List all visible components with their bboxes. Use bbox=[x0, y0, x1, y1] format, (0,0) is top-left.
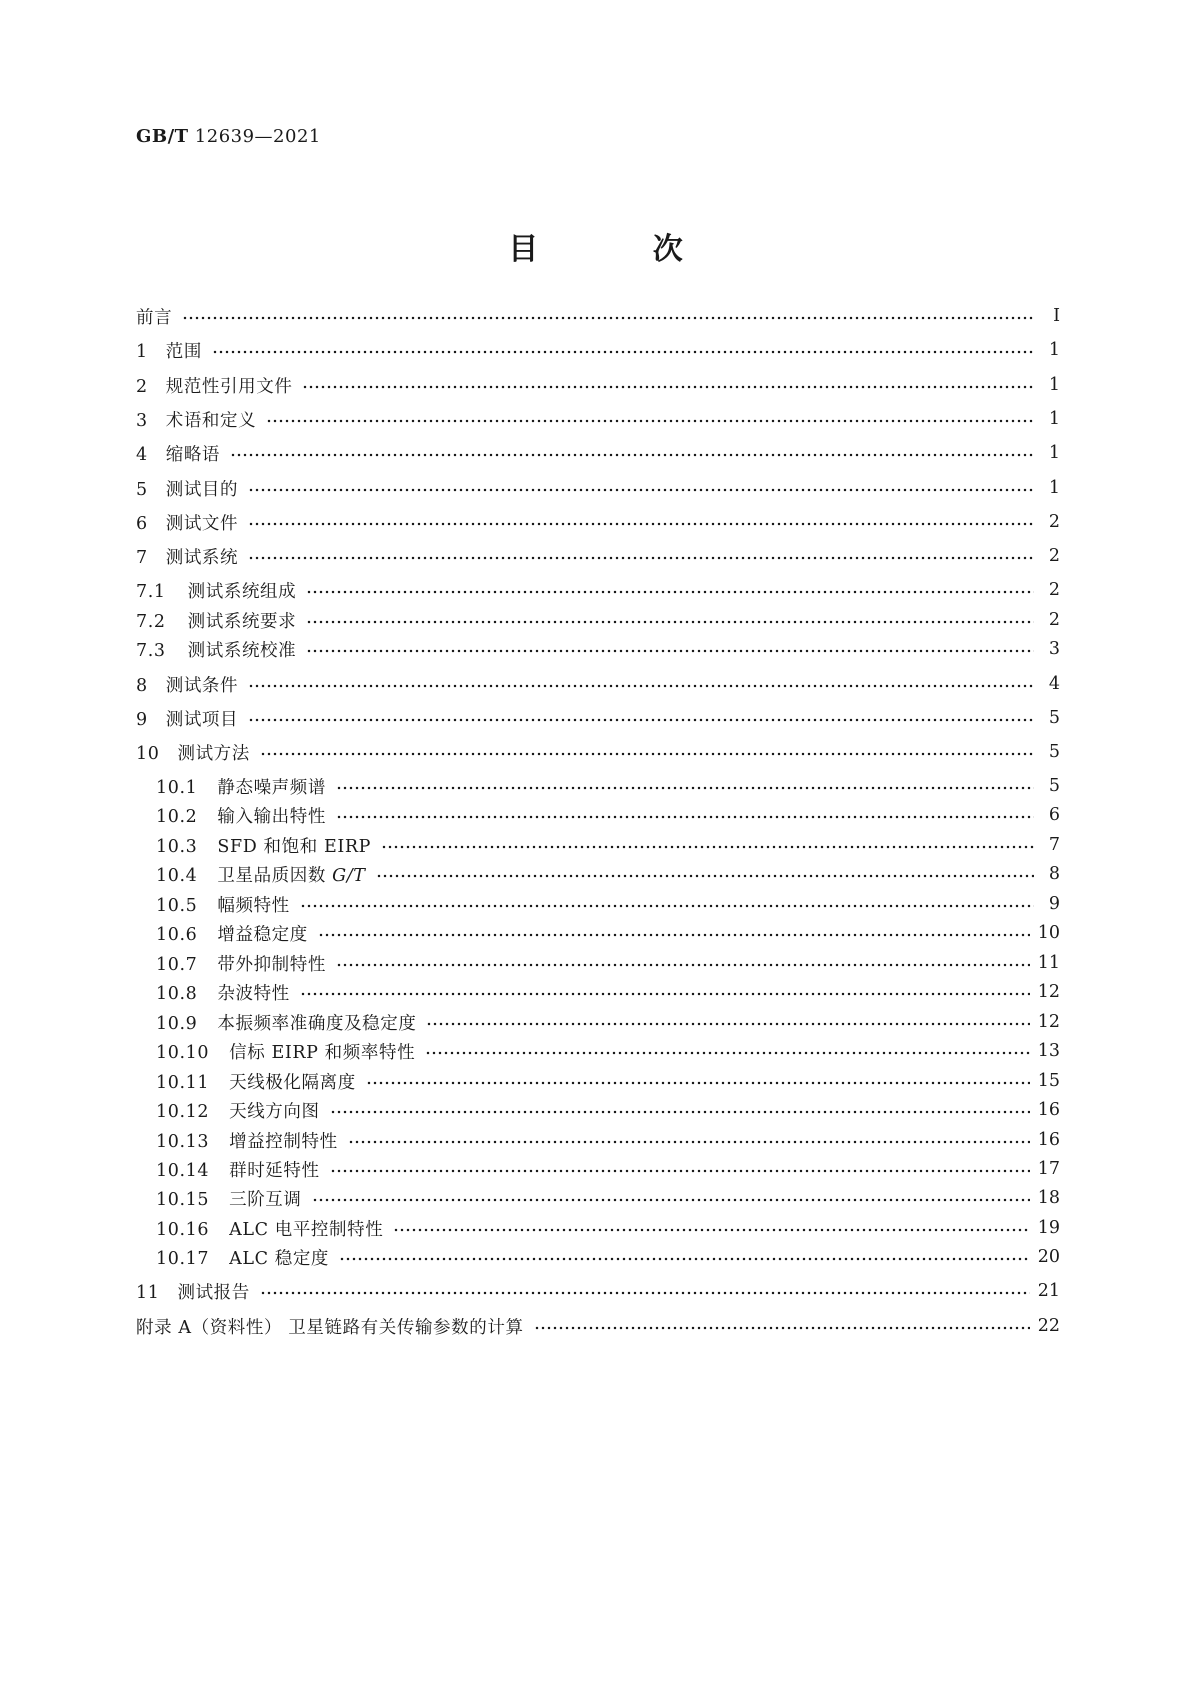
toc-page-number: 9 bbox=[1048, 894, 1060, 914]
toc-page-number: 8 bbox=[1048, 864, 1060, 884]
toc-leader-dots bbox=[300, 990, 1030, 998]
toc-page-number: 1 bbox=[1048, 443, 1060, 463]
toc-page-number: 2 bbox=[1048, 512, 1060, 532]
toc-entry-title: 测试目的 bbox=[165, 479, 239, 500]
toc-page-number: 12 bbox=[1037, 1012, 1060, 1032]
toc-entry-9[interactable] bbox=[136, 704, 1060, 732]
toc-entry-title: 增益控制特性 bbox=[229, 1131, 338, 1152]
standard-number bbox=[136, 126, 321, 147]
toc-entry-title: 测试系统组成 bbox=[187, 581, 297, 602]
toc-page-number: 11 bbox=[1037, 953, 1060, 973]
toc-entry-title: 范围 bbox=[165, 341, 202, 362]
toc-entry-number: 2 bbox=[136, 376, 148, 397]
toc-entry-number: 10.8 bbox=[156, 983, 198, 1004]
toc-entry-number: 10.7 bbox=[156, 954, 198, 975]
toc-entry-title: 测试文件 bbox=[165, 513, 239, 534]
toc-page-number: 16 bbox=[1037, 1130, 1060, 1150]
toc-entry-10-6[interactable] bbox=[136, 919, 1060, 947]
toc-page-number: 1 bbox=[1048, 375, 1060, 395]
toc-page-number: 4 bbox=[1048, 674, 1060, 694]
toc-entry-number: 10.9 bbox=[156, 1013, 198, 1034]
toc-entry-number: 10.17 bbox=[156, 1248, 210, 1269]
toc-leader-dots bbox=[348, 1138, 1030, 1146]
toc-entry-number: 10.5 bbox=[156, 895, 198, 916]
toc-page-number: 18 bbox=[1037, 1188, 1060, 1208]
toc-page-number: 5 bbox=[1048, 742, 1060, 762]
toc-leader-dots bbox=[426, 1020, 1029, 1028]
toc-entry-3[interactable] bbox=[136, 405, 1060, 433]
toc-page-number: 12 bbox=[1037, 982, 1060, 1002]
toc-entry-number: 5 bbox=[136, 479, 148, 500]
toc-page-number: 22 bbox=[1037, 1316, 1060, 1336]
toc-page-number: 1 bbox=[1048, 409, 1060, 429]
toc-entry-number: 1 bbox=[136, 341, 148, 362]
toc-leader-dots bbox=[318, 931, 1030, 939]
toc-entry-number: 10 bbox=[136, 743, 160, 764]
toc-page-number: 1 bbox=[1048, 340, 1060, 360]
toc-entry-10-4[interactable] bbox=[136, 860, 1060, 888]
toc-page-number: 21 bbox=[1037, 1281, 1060, 1301]
toc-leader-dots bbox=[425, 1049, 1030, 1057]
toc-entry-10-16[interactable] bbox=[136, 1214, 1060, 1242]
toc-page-number: 19 bbox=[1037, 1218, 1060, 1238]
toc-page-number: 13 bbox=[1037, 1041, 1060, 1061]
toc-entry-title: 本振频率准确度及稳定度 bbox=[217, 1013, 417, 1034]
toc-entry-title: 天线极化隔离度 bbox=[229, 1072, 356, 1093]
toc-page-number: 15 bbox=[1037, 1071, 1060, 1091]
toc-entry-10-10[interactable] bbox=[136, 1037, 1060, 1065]
toc-leader-dots bbox=[230, 451, 1034, 459]
toc-entry-number: 8 bbox=[136, 675, 148, 696]
toc-entry-10-5[interactable] bbox=[136, 890, 1060, 918]
toc-page-number: 3 bbox=[1048, 639, 1060, 659]
toc-entry-number: 10.11 bbox=[156, 1072, 210, 1093]
toc-entry-title: 带外抑制特性 bbox=[217, 954, 326, 975]
toc-entry-10-2[interactable] bbox=[136, 801, 1060, 829]
toc-page-number: 20 bbox=[1037, 1247, 1060, 1267]
toc-leader-dots bbox=[182, 314, 1034, 322]
toc-entry-title: 天线方向图 bbox=[229, 1101, 320, 1122]
toc-leader-dots bbox=[336, 813, 1034, 821]
toc-leader-dots bbox=[248, 716, 1034, 724]
toc-entry-number: 9 bbox=[136, 709, 148, 730]
toc-entry-number: 4 bbox=[136, 444, 148, 465]
toc-entry-number: 6 bbox=[136, 513, 148, 534]
toc-page-number: 5 bbox=[1048, 776, 1060, 796]
toc-leader-dots bbox=[393, 1226, 1029, 1234]
toc-entry-10-17[interactable] bbox=[136, 1243, 1060, 1271]
standard-code: GB/T bbox=[136, 126, 189, 147]
toc-entry-6[interactable] bbox=[136, 508, 1060, 536]
toc-entry-10-11[interactable] bbox=[136, 1067, 1060, 1095]
toc-entry-title: 测试系统校准 bbox=[187, 640, 297, 661]
toc-entry-11[interactable] bbox=[136, 1277, 1060, 1305]
toc-page-number: Ⅰ bbox=[1053, 306, 1060, 326]
toc-page-number: 16 bbox=[1037, 1100, 1060, 1120]
toc-leader-dots bbox=[260, 1289, 1030, 1297]
toc-entry-10-3[interactable] bbox=[136, 831, 1060, 859]
toc-entry-title: 测试条件 bbox=[165, 675, 239, 696]
toc-leader-dots bbox=[302, 383, 1034, 391]
toc-page-number: 5 bbox=[1048, 708, 1060, 728]
toc-entry-title: 附录 A（资料性） 卫星链路有关传输参数的计算 bbox=[136, 1317, 524, 1338]
toc-entry-number: 7.1 bbox=[136, 581, 166, 602]
toc-entry-number: 7.2 bbox=[136, 611, 166, 632]
toc-entry-number: 7.3 bbox=[136, 640, 166, 661]
toc-page-number: 2 bbox=[1048, 546, 1060, 566]
toc-entry-7-3[interactable] bbox=[136, 635, 1060, 663]
toc-entry-number: 10.4 bbox=[156, 865, 198, 886]
toc-entry-title: 规范性引用文件 bbox=[165, 376, 293, 397]
toc-leader-dots bbox=[266, 417, 1034, 425]
toc-entry-title: SFD 和饱和 EIRP bbox=[217, 836, 372, 857]
toc-page-number: 10 bbox=[1037, 923, 1060, 943]
toc-entry-number: 10.2 bbox=[156, 806, 198, 827]
toc-leader-dots bbox=[248, 486, 1034, 494]
toc-entry-title: 测试系统 bbox=[165, 547, 239, 568]
toc-entry-title: 测试方法 bbox=[177, 743, 250, 764]
toc-entry-1[interactable] bbox=[136, 336, 1060, 364]
toc-page-number: 17 bbox=[1037, 1159, 1060, 1179]
toc-leader-dots bbox=[366, 1079, 1030, 1087]
toc-entry-title: 术语和定义 bbox=[165, 410, 257, 431]
toc-leader-dots bbox=[306, 588, 1034, 596]
toc-entry-title: 幅频特性 bbox=[217, 895, 290, 916]
toc-entry-title: 测试项目 bbox=[165, 709, 239, 730]
toc-entry-title: 输入输出特性 bbox=[217, 806, 326, 827]
toc-leader-dots bbox=[248, 682, 1034, 690]
toc-page-number: 6 bbox=[1048, 805, 1060, 825]
toc-entry-number: 10.3 bbox=[156, 836, 198, 857]
toc-entry-number: 3 bbox=[136, 410, 148, 431]
toc-entry-title: 静态噪声频谱 bbox=[217, 777, 326, 798]
toc-entry-number: 7 bbox=[136, 547, 148, 568]
toc-leader-dots bbox=[330, 1108, 1030, 1116]
toc-leader-dots bbox=[260, 750, 1034, 758]
toc-leader-dots bbox=[312, 1196, 1030, 1204]
toc-entry-10-15[interactable] bbox=[136, 1184, 1060, 1212]
toc-leader-dots bbox=[339, 1255, 1030, 1263]
toc-leader-dots bbox=[306, 647, 1034, 655]
toc-entry-title: 测试报告 bbox=[177, 1282, 250, 1303]
toc-entry-number: 11 bbox=[136, 1282, 160, 1303]
toc-leader-dots bbox=[534, 1324, 1030, 1332]
toc-leader-dots bbox=[300, 902, 1034, 910]
toc-entry-title: ALC 电平控制特性 bbox=[229, 1219, 384, 1240]
toc-page-number: 2 bbox=[1048, 580, 1060, 600]
toc-entry-10-14[interactable] bbox=[136, 1155, 1060, 1183]
toc-entry-title: 三阶互调 bbox=[229, 1189, 302, 1210]
toc-leader-dots bbox=[212, 348, 1034, 356]
toc-entry-title-symbol: G/T bbox=[332, 865, 366, 886]
toc-entry-title: 前言 bbox=[136, 307, 173, 328]
toc-page-number: 7 bbox=[1048, 835, 1060, 855]
toc-entry-title: 卫星品质因数 bbox=[217, 865, 326, 886]
toc-entry-number: 10.10 bbox=[156, 1042, 210, 1063]
toc-leader-dots bbox=[381, 843, 1034, 851]
toc-entry-number: 10.1 bbox=[156, 777, 198, 798]
toc-entry-10-9[interactable] bbox=[136, 1008, 1060, 1036]
toc-entry-10-13[interactable] bbox=[136, 1126, 1060, 1154]
toc-entry-4[interactable] bbox=[136, 439, 1060, 467]
standard-year: 12639—2021 bbox=[194, 126, 321, 147]
toc-entry-7[interactable] bbox=[136, 542, 1060, 570]
toc-entry-8[interactable] bbox=[136, 670, 1060, 698]
toc-entry-annex-a[interactable] bbox=[136, 1312, 1060, 1340]
toc-leader-dots bbox=[248, 520, 1034, 528]
toc-leader-dots bbox=[336, 784, 1034, 792]
toc-entry-2[interactable] bbox=[136, 371, 1060, 399]
toc-entry-10-12[interactable] bbox=[136, 1096, 1060, 1124]
toc-entry-title: 增益稳定度 bbox=[217, 924, 308, 945]
toc-entry-10-1[interactable] bbox=[136, 772, 1060, 800]
toc-entry-number: 10.16 bbox=[156, 1219, 210, 1240]
toc-entry-foreword[interactable] bbox=[136, 302, 1060, 330]
toc-entry-10-8[interactable] bbox=[136, 978, 1060, 1006]
toc-leader-dots bbox=[376, 872, 1034, 880]
toc-entry-10-7[interactable] bbox=[136, 949, 1060, 977]
toc-entry-number: 10.6 bbox=[156, 924, 198, 945]
toc-leader-dots bbox=[306, 618, 1034, 626]
toc-entry-title: 缩略语 bbox=[165, 444, 221, 465]
toc-entry-title: 信标 EIRP 和频率特性 bbox=[229, 1042, 416, 1063]
toc-entry-10[interactable] bbox=[136, 738, 1060, 766]
toc-entry-number: 10.13 bbox=[156, 1131, 210, 1152]
toc-page-number: 2 bbox=[1048, 610, 1060, 630]
toc-entry-5[interactable] bbox=[136, 474, 1060, 502]
toc-entry-number: 10.15 bbox=[156, 1189, 210, 1210]
toc-entry-7-2[interactable] bbox=[136, 606, 1060, 634]
toc-leader-dots bbox=[336, 961, 1030, 969]
toc-page-number: 1 bbox=[1048, 478, 1060, 498]
toc-entry-title: 群时延特性 bbox=[229, 1160, 320, 1181]
toc-entry-title: ALC 稳定度 bbox=[229, 1248, 330, 1269]
toc-entry-7-1[interactable] bbox=[136, 576, 1060, 604]
toc-entry-title: 杂波特性 bbox=[217, 983, 290, 1004]
toc-leader-dots bbox=[248, 554, 1034, 562]
toc-entry-title: 测试系统要求 bbox=[187, 611, 297, 632]
toc-entry-number: 10.14 bbox=[156, 1160, 210, 1181]
toc-entry-number: 10.12 bbox=[156, 1101, 210, 1122]
toc-leader-dots bbox=[330, 1167, 1030, 1175]
page-title: 目 次 bbox=[508, 232, 735, 267]
